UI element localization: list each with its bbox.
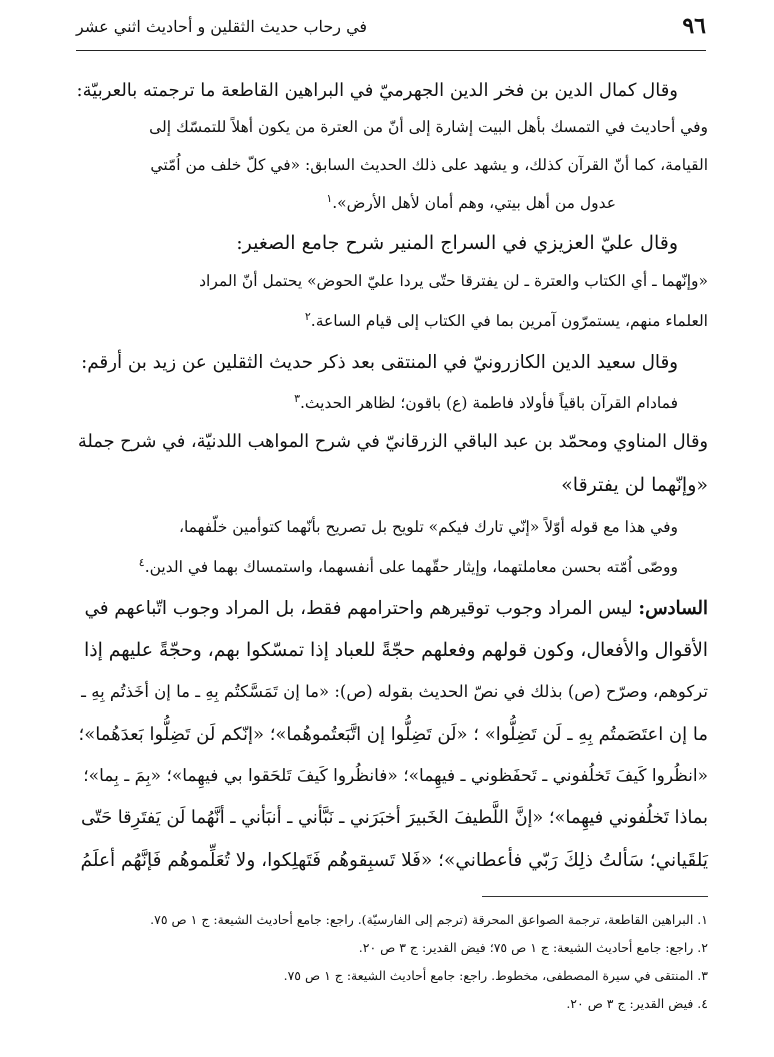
running-title: في رحاب حديث الثقلين و أحاديث اثني عشر [76, 16, 368, 36]
quote-line-9: فمادام القرآن باقياً فأولاد فاطمة (ع) باقون؛ لظاهر الحديث.$^٣$ [294, 392, 678, 413]
para-line-16: تركوهم، وصرّح (ص) بذلك في نصّ الحديث بقوله (ص): «ما إن تَمَسَّكتُم بِهِ ـ ما إن أخَذتُم بِهِ ـ [81, 682, 708, 701]
para-line-8: وقال سعيد الدين الكازرونيّ في المنتقى بعد ذكر حديث الثقلين عن زيد بن أرقم: [81, 352, 678, 373]
para-line-19: بماذا تَخلُفوني فيهِما»؛ «إنَّ اللَّطيفَ الخَبيرَ أخبَرَني ـ نَبَّأني ـ أنبَأني ـ أنَّهُما لَن يَفتَرِقا حَتّى [81, 808, 708, 828]
section-label: السادس: [638, 598, 708, 619]
quote-line-6: «وإنّهما ـ أي الكتاب والعترة ـ لن يفترقا حتّى يردا عليّ الحوض» يحتمل أنّ المراد [199, 272, 708, 290]
running-header [76, 8, 706, 44]
footnote-marker-2[interactable]: ٢ [304, 310, 311, 323]
para-line-15: الأقوال والأفعال، وكون قولهم وفعلهم حجّةً للعباد إذا تمسّكوا بهم، وحجّةً عليهم إذا [84, 640, 708, 661]
para-line-10: وقال المناوي ومحمّد بن عبد الباقي الزرقانيّ في شرح المواهب اللدنيّة، في شرح جملة [77, 432, 708, 452]
quote-line-12: وفي هذا مع قوله أوّلاً «إنّي تارك فيكم» تلويح بل تصريح بأنّهما كتوأمين خلّفهما، [178, 518, 678, 536]
quote-line-13: ووصّى اُمّته بحسن معاملتهما، وإيثار حقّهما على أنفسهما، واستمساك بهما في الدين.$^٤$ [138, 556, 678, 577]
footnote-marker-1[interactable]: ١ [326, 192, 333, 205]
quote-line-4: عدول من أهل بيتي، وهم أمان لأهل الأرض».$^١$ [326, 192, 616, 213]
para-line-14: السادس: ليس المراد وجوب توقيرهم واحترامهم فقط، بل المراد وجوب اتّباعهم في [84, 598, 708, 619]
footnote-2: ٢. راجع: جامع أحاديث الشيعة: ج ١ ص ٧٥؛ فيض القدير: ج ٣ ص ٢٠. [358, 940, 708, 955]
page-number: ٩٦ [682, 13, 706, 39]
footnote-marker-4[interactable]: ٤ [138, 556, 145, 569]
footnote-1: ١. البراهين القاطعة، ترجمة الصواعق المحرقة (ترجم إلى الفارسيّة). راجع: جامع أحاديث الشيعة: ج ١ ص ٧٥. [150, 912, 708, 927]
footnote-marker-3[interactable]: ٣ [294, 392, 300, 405]
quote-line-3: القيامة، كما أنّ القرآن كذلك، و يشهد على ذلك الحديث السابق: «في كلّ خلف من اُمّتي [150, 156, 708, 174]
quote-line-2: وفي أحاديث في التمسك بأهل البيت إشارة إلى أنّ من العترة من يكون أهلاً للتمسّك إلى [149, 118, 708, 136]
quote-line-7: العلماء منهم، يستمرّون آمرين بما في الكتاب إلى قيام الساعة.$^٢$ [304, 310, 708, 331]
para-line-18: «انظُروا كَيفَ تَخلُفوني ـ تَحفَظوني ـ فيهِما»؛ «فانظُروا كَيفَ تَلحَقوا بي فيهِما»؛ «بِمَ ـ بِما»؛ [83, 766, 708, 786]
header-rule [76, 50, 706, 51]
para-line-1: وقال كمال الدين بن فخر الدين الجهرميّ في البراهين القاطعة ما ترجمته بالعربيّة: [76, 80, 678, 101]
para-line-17: ما إن اعتَصَمتُم بِهِ ـ لَن تَضِلُّوا» ؛ «لَن تَضِلُّوا إن اتَّبَعتُموهُما»؛ «إنّكم لَن تَضِلُّوا بَعدَهُما»؛ [78, 724, 708, 745]
footnote-3: ٣. المنتقى في سيرة المصطفى، مخطوط. راجع: جامع أحاديث الشيعة: ج ١ ص ٧٥. [283, 968, 708, 983]
para-line-5: وقال عليّ العزيزي في السراج المنير شرح جامع الصغير: [236, 232, 678, 254]
para-line-11: «وإنّهما لن يفترقا» [561, 474, 708, 496]
footnote-separator [482, 896, 708, 897]
para-line-20: يَلقَياني؛ سَألتُ ذلِكَ رَبّي فأعطاني»؛ «فَلا تَسبِقوهُم فَتَهلِكوا، ولا تُعَلِّموهُم فَإنَّهُم أعلَمُ [80, 850, 708, 871]
footnote-4: ٤. فيض القدير: ج ٣ ص ٢٠. [566, 996, 708, 1011]
